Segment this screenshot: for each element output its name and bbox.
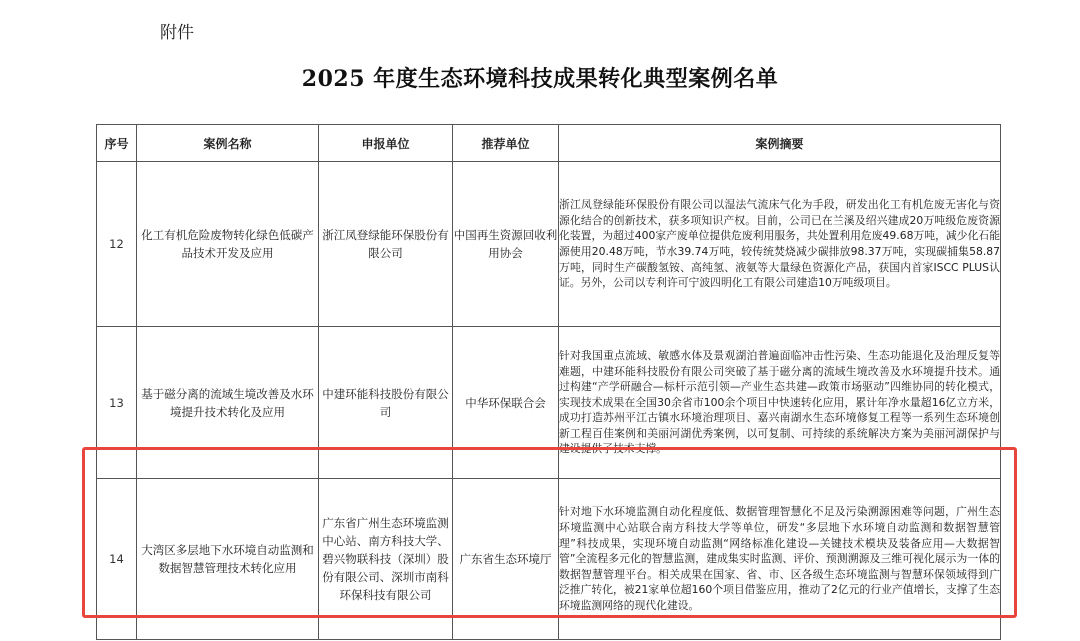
table-header-row [97,125,1001,162]
applicant-unit: 浙江凤登绿能环保股份有限公司 [319,162,453,327]
column-header-applicant: 申报单位 [319,125,453,162]
case-name: 基于磁分离的流域生境改善及水环境提升技术转化及应用 [137,327,319,479]
applicant-unit: 中建环能科技股份有限公司 [319,327,453,479]
case-name: 化工有机危险废物转化绿色低碳产品技术开发及应用 [137,162,319,327]
row-number: 13 [97,327,137,479]
table-row [97,327,1001,479]
column-header-case-name: 案例名称 [137,125,319,162]
column-header-number: 序号 [97,125,137,162]
recommender-unit: 广东省生态环境厅 [453,479,559,640]
table-row [97,479,1001,640]
table-row [97,162,1001,327]
case-summary: 浙江凤登绿能环保股份有限公司以湿法气流床气化为手段，研发出化工有机危废无害化与资源化结合的创新技术，获多项知识产权。目前，公司已在兰溪及绍兴建成20万吨级危废资源化装置，为超过400家产废单位提供危废利用服务，共处置利用危废49.68万吨，减少化石能源使用20.48万吨，节水39.74万吨，较传统焚烧减少碳排放98.37万吨，实现碳捕集58.87万吨，同时生产碳酸氢铵、高纯氢、液氨等大量绿色资源化产品，获国内首家ISCC PLUS认证。另外，公司以专利许可宁波四明化工有限公司建造10万吨级项目。 [559,162,1001,327]
case-summary: 针对我国重点流域、敏感水体及景观湖泊普遍面临冲击性污染、生态功能退化及治理反复等难题，中建环能科技股份有限公司突破了基于磁分离的流域生境改善及水环境提升技术。通过构建“产学研融合—标杆示范引领—产业生态共建—政策市场驱动”四维协同的转化模式，实现技术成果在全国30余省市100余个项目中快速转化应用，累计年净水量超16亿立方米，成功打造苏州平江古镇水环境治理项目、嘉兴南湖水生态环境修复工程等一系列生态环境创新工程百佳案例和美丽河湖优秀案例，以可复制、可持续的系统解决方案为美丽河湖保护与建设提供了技术支撑。 [559,327,1001,479]
case-table [96,124,1001,640]
row-number: 12 [97,162,137,327]
row-number: 14 [97,479,137,640]
column-header-summary: 案例摘要 [559,125,1001,162]
applicant-unit: 广东省广州生态环境监测中心站、南方科技大学、碧兴物联科技（深圳）股份有限公司、深圳市南科环保科技有限公司 [319,479,453,640]
case-summary: 针对地下水环境监测自动化程度低、数据管理智慧化不足及污染溯源困难等问题，广州生态环境监测中心站联合南方科技大学等单位，研发“多层地下水环境自动监测和数据智慧管理”科技成果，实现环境自动监测“网络标准化建设—关键技术模块及装备应用—大数据智管”全流程多元化的智慧监测，建成集实时监测、评价、预测溯源及三维可视化展示为一体的数据智慧管理平台。相关成果在国家、省、市、区各级生态环境监测与智慧环保领域得到广泛推广转化，被21家单位超160个项目借鉴应用，推动了2亿元的行业产值增长，支撑了生态环境监测网络的现代化建设。 [559,479,1001,640]
recommender-unit: 中华环保联合会 [453,327,559,479]
attachment-label: 附件 [160,23,194,43]
column-header-recommender: 推荐单位 [453,125,559,162]
recommender-unit: 中国再生资源回收利用协会 [453,162,559,327]
case-name: 大湾区多层地下水环境自动监测和数据智慧管理技术转化应用 [137,479,319,640]
page-title: 2025 年度生态环境科技成果转化典型案例名单 [301,66,779,92]
